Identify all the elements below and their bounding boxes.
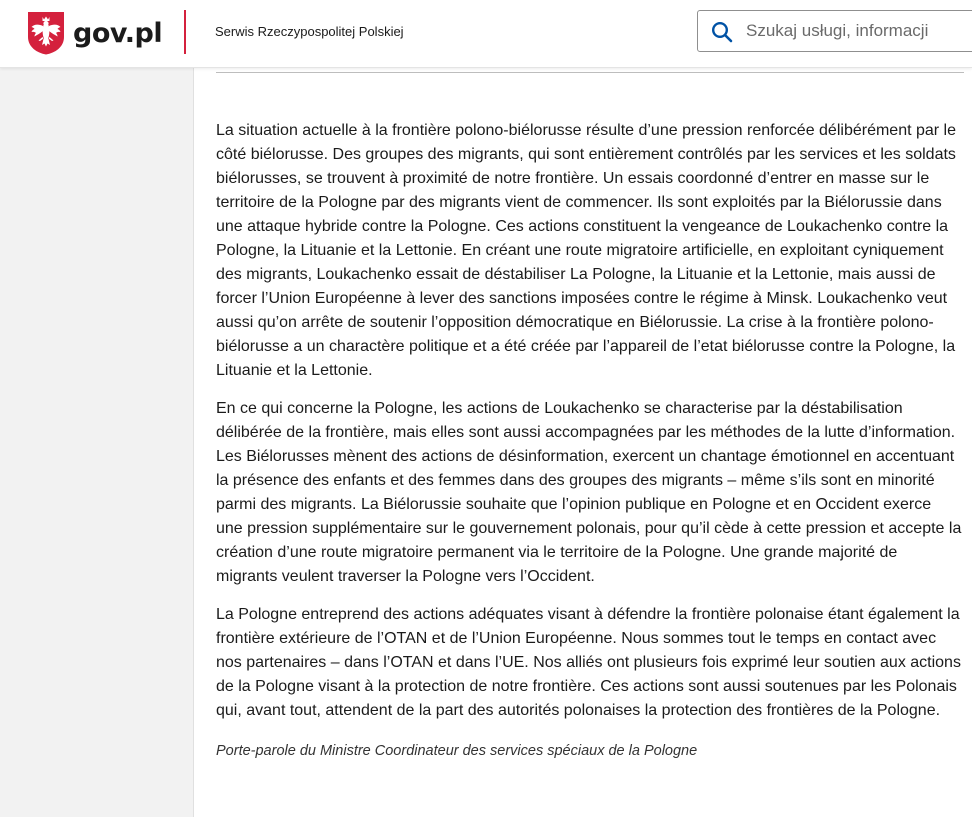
search-input[interactable] — [746, 11, 972, 51]
header-divider — [184, 10, 186, 54]
content-divider — [216, 72, 964, 73]
home-logo-link[interactable] — [27, 11, 162, 55]
article-paragraph-2: En ce qui concerne la Pologne, les actions de Loukachenko se characterise par la déstabilisation délibérée de la frontière, mais elles sont aussi accompagnées par les méthodes de la lutte d’information. Les Biélorusses mènent des actions de désinformation, exercent un chantage émotionnel en accentuant la présence des enfants et des femmes dans des groupes des migrants – même s’ils sont en minorité parmi des migrants. La Biélorussie souhaite que l’opinion publique en Pologne et en Occident exerce une pression supplémentaire sur le gouvernement polonais, pour qu’il cède à cette pression et accepte la création d’une route migratoire permanent via le territoire de la Pologne. Une grande majorité de migrants veulent traverser la Pologne vers l’Occident. — [216, 400, 962, 585]
left-sidebar — [0, 68, 194, 817]
article-signature: Porte-parole du Ministre Coordinateur des services spéciaux de la Pologne — [216, 743, 698, 759]
article-content — [216, 119, 962, 777]
logo-text: gov.pl — [73, 17, 163, 49]
article-paragraph-1: La situation actuelle à la frontière polono-biélorusse résulte d’une pression renforcée délibérément par le côté biélorusse. Des groupes des migrants, qui sont entièrement contrôlés par les services et les soldats biélorusses, se trouvent à proximité de notre frontière. Un essais coordonné d’entrer en masse sur le territoire de la Pologne par des migrants vient de commencer. Ils sont exploités par la Biélorussie dans une attaque hybride contre la Pologne. Ces actions constituent la vengeance de Loukachenko contre la Pologne, la Lituanie et la Lettonie. En créant une route migratoire artificielle, en exploitant cyniquement des migrants, Loukachenko essait de déstabiliser La Pologne, la Lituanie et la Lettonie, mais aussi de forcer l’Union Européenne à lever des sanctions imposées contre le régime à Minsk. Loukachenko veut aussi qu’on arrête de soutenir l’opposition démocratique en Biélorussie. La crise à la frontière polono-biélorusse a un charactère politique et a été créée par l’appareil de l’etat biélorusse contre la Pologne, la Lituanie et la Lettonie. — [216, 122, 956, 379]
service-name: Serwis Rzeczypospolitej Polskiej — [215, 24, 404, 39]
site-header — [0, 0, 972, 68]
search-box[interactable] — [697, 10, 972, 52]
search-icon[interactable] — [711, 21, 733, 43]
polish-eagle-emblem-icon — [27, 11, 65, 55]
article-paragraph-3: La Pologne entreprend des actions adéquates visant à défendre la frontière polonaise étant également la frontière extérieure de l’OTAN et de l’Union Européenne. Nous sommes tout le temps en contact avec nos partenaires – dans l’OTAN et dans l’UE. Nos alliés ont plusieurs fois exprimé leur soutien aux actions de la Pologne visant à la protection de notre frontière. Ces actions sont aussi soutenues par les Polonais qui, avant tout, attendent de la part des autorités polonaises la protection des frontières de la Pologne. — [216, 606, 961, 719]
